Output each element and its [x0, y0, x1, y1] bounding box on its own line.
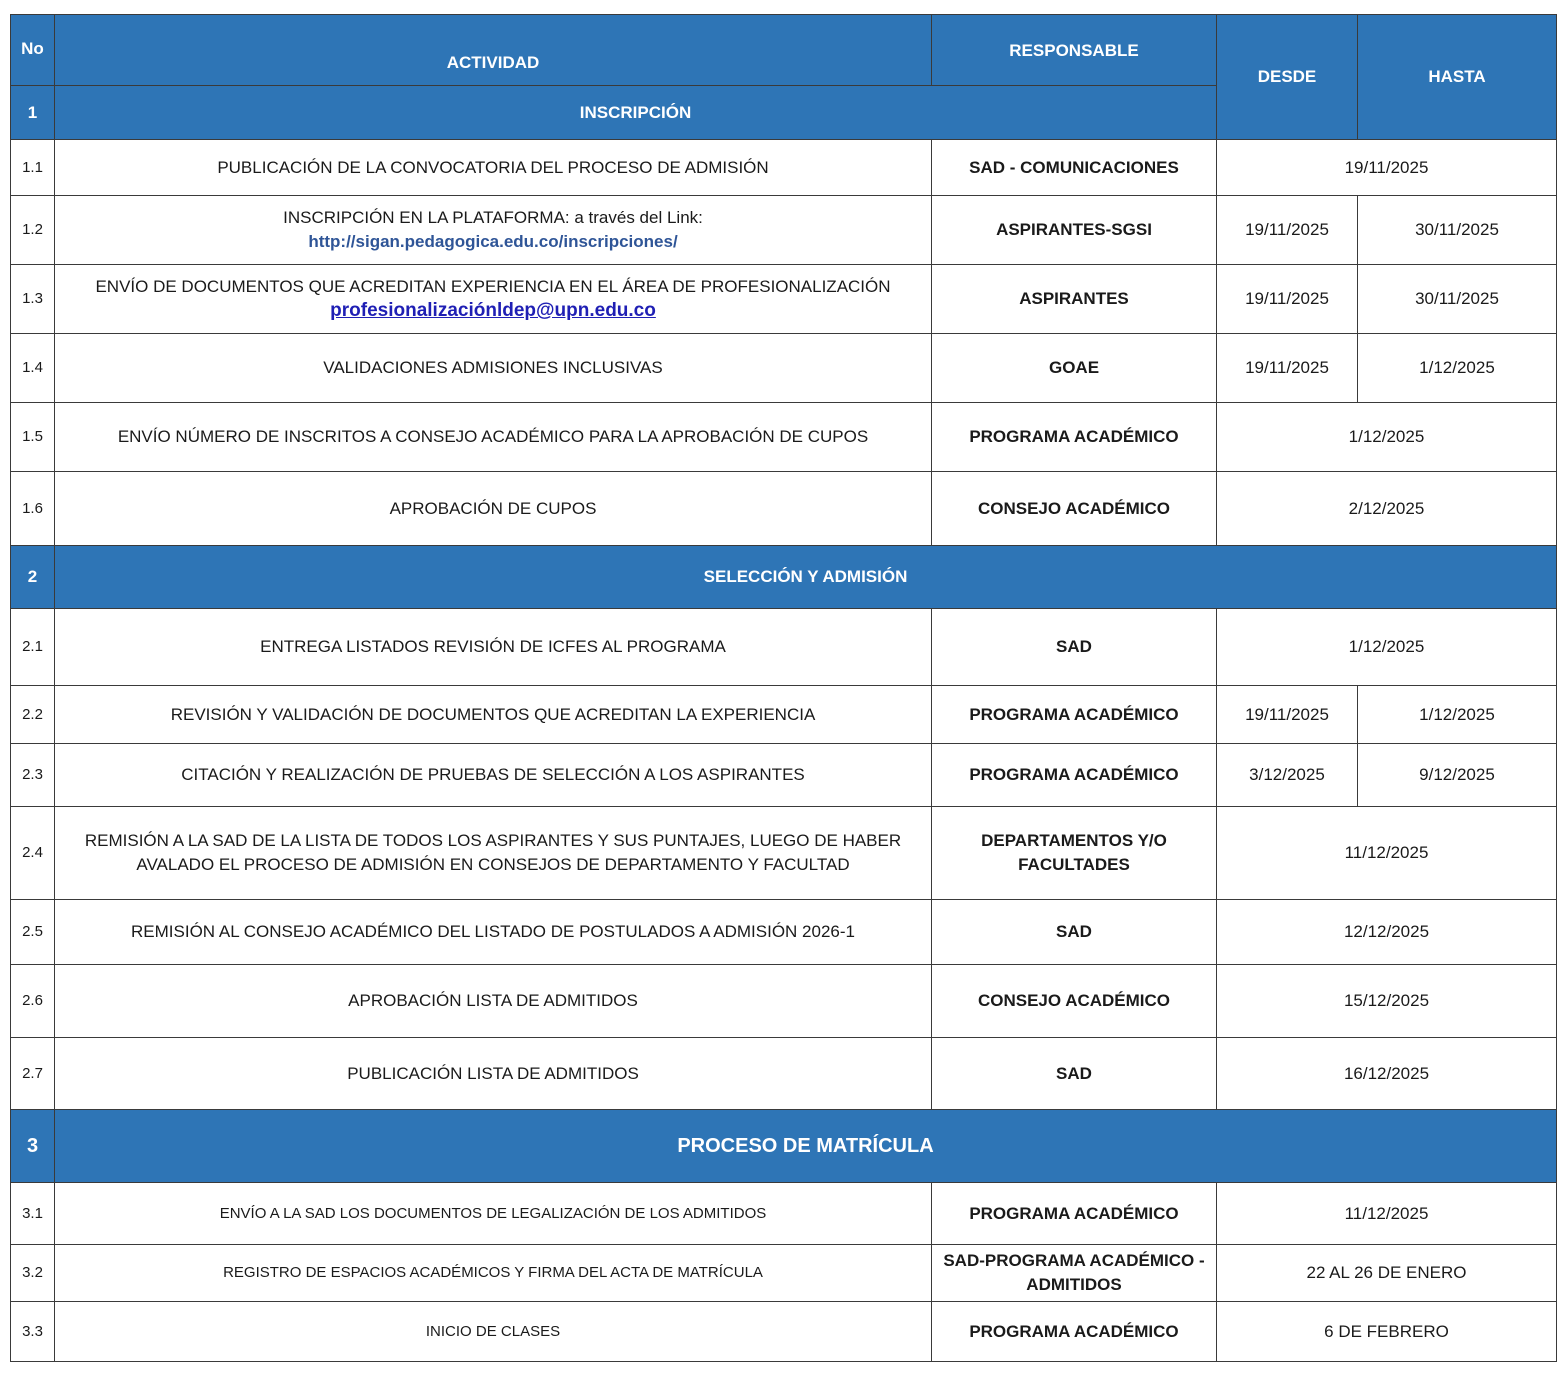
admission-calendar-table [10, 14, 1557, 1362]
table-row [11, 744, 1557, 807]
row-responsible: CONSEJO ACADÉMICO [932, 965, 1217, 1038]
section-title: SELECCIÓN Y ADMISIÓN [55, 546, 1557, 609]
row-activity-line: REMISIÓN A LA SAD DE LA LISTA DE TODOS LOS ASPIRANTES Y SUS PUNTAJES, LUEGO DE HABER [84, 831, 902, 850]
section-title: INSCRIPCIÓN [55, 86, 1217, 140]
row-responsible-line: DEPARTAMENTOS Y/O [981, 831, 1167, 850]
row-activity: REMISIÓN AL CONSEJO ACADÉMICO DEL LISTADO DE POSTULADOS A ADMISIÓN 2026-1 [55, 900, 932, 965]
row-number: 1.6 [11, 472, 55, 546]
row-number: 1.1 [11, 140, 55, 196]
row-activity: PUBLICACIÓN LISTA DE ADMITIDOS [55, 1038, 932, 1110]
row-date-from: 19/11/2025 [1217, 686, 1358, 744]
row-responsible: PROGRAMA ACADÉMICO [932, 744, 1217, 807]
row-activity: APROBACIÓN LISTA DE ADMITIDOS [55, 965, 932, 1038]
row-number: 2.6 [11, 965, 55, 1038]
table-row [11, 807, 1557, 900]
row-number: 2.7 [11, 1038, 55, 1110]
row-date: 6 DE FEBRERO [1217, 1302, 1557, 1362]
row-responsible: SAD - COMUNICACIONES [932, 140, 1217, 196]
table-row [11, 1302, 1557, 1362]
row-activity [55, 807, 932, 900]
row-responsible-line: SAD-PROGRAMA ACADÉMICO - [943, 1251, 1205, 1270]
table-row [11, 1038, 1557, 1110]
email-link[interactable]: profesionalizaciónldep@upn.edu.co [330, 300, 656, 321]
row-responsible [932, 1245, 1217, 1302]
table-row [11, 1183, 1557, 1245]
row-number: 1.4 [11, 334, 55, 403]
row-responsible: ASPIRANTES-SGSI [932, 196, 1217, 265]
row-responsible: PROGRAMA ACADÉMICO [932, 1183, 1217, 1245]
row-number: 2.3 [11, 744, 55, 807]
row-date: 11/12/2025 [1217, 1183, 1557, 1245]
table-row [11, 1245, 1557, 1302]
row-date: 15/12/2025 [1217, 965, 1557, 1038]
row-date-from: 3/12/2025 [1217, 744, 1358, 807]
row-activity: REVISIÓN Y VALIDACIÓN DE DOCUMENTOS QUE ACREDITAN LA EXPERIENCIA [55, 686, 932, 744]
table-row [11, 472, 1557, 546]
row-activity: REGISTRO DE ESPACIOS ACADÉMICOS Y FIRMA DEL ACTA DE MATRÍCULA [55, 1245, 932, 1302]
row-activity [55, 265, 932, 334]
section-header-3 [11, 1110, 1557, 1183]
row-date: 1/12/2025 [1217, 403, 1557, 472]
table-row [11, 334, 1557, 403]
row-date-from: 19/11/2025 [1217, 334, 1358, 403]
row-date: 22 AL 26 DE ENERO [1217, 1245, 1557, 1302]
row-activity-line: AVALADO EL PROCESO DE ADMISIÓN EN CONSEJOS DE DEPARTAMENTO Y FACULTAD [136, 855, 850, 874]
table-row [11, 265, 1557, 334]
row-activity: APROBACIÓN DE CUPOS [55, 472, 932, 546]
section-title: PROCESO DE MATRÍCULA [55, 1110, 1557, 1183]
row-date-from: 19/11/2025 [1217, 196, 1358, 265]
row-activity: VALIDACIONES ADMISIONES INCLUSIVAS [55, 334, 932, 403]
row-number: 2.1 [11, 609, 55, 686]
header-responsable: RESPONSABLE [932, 15, 1217, 86]
row-date-to: 1/12/2025 [1358, 334, 1557, 403]
header-no: No [11, 15, 55, 86]
row-responsible: CONSEJO ACADÉMICO [932, 472, 1217, 546]
row-activity [55, 196, 932, 265]
section-header-2 [11, 546, 1557, 609]
section-number: 2 [11, 546, 55, 609]
row-activity-text: ENVÍO DE DOCUMENTOS QUE ACREDITAN EXPERIENCIA EN EL ÁREA DE PROFESIONALIZACIÓN [95, 277, 891, 296]
row-responsible: SAD [932, 1038, 1217, 1110]
table-row [11, 140, 1557, 196]
row-responsible: SAD [932, 900, 1217, 965]
row-responsible: PROGRAMA ACADÉMICO [932, 403, 1217, 472]
row-activity: PUBLICACIÓN DE LA CONVOCATORIA DEL PROCESO DE ADMISIÓN [55, 140, 932, 196]
row-date: 16/12/2025 [1217, 1038, 1557, 1110]
row-number: 3.1 [11, 1183, 55, 1245]
row-date: 12/12/2025 [1217, 900, 1557, 965]
header-hasta: HASTA [1358, 15, 1557, 140]
row-number: 3.2 [11, 1245, 55, 1302]
row-number: 2.5 [11, 900, 55, 965]
inscription-link[interactable]: http://sigan.pedagogica.edu.co/inscripciones/ [308, 232, 678, 251]
row-date-to: 30/11/2025 [1358, 196, 1557, 265]
table-row [11, 900, 1557, 965]
row-responsible-line: FACULTADES [1018, 855, 1130, 874]
row-date: 11/12/2025 [1217, 807, 1557, 900]
row-activity: ENVÍO NÚMERO DE INSCRITOS A CONSEJO ACADÉMICO PARA LA APROBACIÓN DE CUPOS [55, 403, 932, 472]
row-activity-text: INSCRIPCIÓN EN LA PLATAFORMA: a través del Link: [283, 208, 703, 227]
row-activity: ENVÍO A LA SAD LOS DOCUMENTOS DE LEGALIZACIÓN DE LOS ADMITIDOS [55, 1183, 932, 1245]
header-row [11, 15, 1557, 86]
section-number: 3 [11, 1110, 55, 1183]
row-responsible: GOAE [932, 334, 1217, 403]
row-date-to: 9/12/2025 [1358, 744, 1557, 807]
row-responsible: PROGRAMA ACADÉMICO [932, 1302, 1217, 1362]
header-actividad: ACTIVIDAD [55, 15, 932, 86]
row-responsible [932, 807, 1217, 900]
row-activity: ENTREGA LISTADOS REVISIÓN DE ICFES AL PROGRAMA [55, 609, 932, 686]
row-responsible: SAD [932, 609, 1217, 686]
section-number: 1 [11, 86, 55, 140]
row-number: 1.3 [11, 265, 55, 334]
row-number: 3.3 [11, 1302, 55, 1362]
row-date: 19/11/2025 [1217, 140, 1557, 196]
row-date-from: 19/11/2025 [1217, 265, 1358, 334]
row-responsible: ASPIRANTES [932, 265, 1217, 334]
row-activity: CITACIÓN Y REALIZACIÓN DE PRUEBAS DE SELECCIÓN A LOS ASPIRANTES [55, 744, 932, 807]
row-activity: INICIO DE CLASES [55, 1302, 932, 1362]
row-responsible-line: ADMITIDOS [1026, 1275, 1122, 1294]
row-responsible: PROGRAMA ACADÉMICO [932, 686, 1217, 744]
row-date-to: 30/11/2025 [1358, 265, 1557, 334]
row-number: 1.2 [11, 196, 55, 265]
row-date: 1/12/2025 [1217, 609, 1557, 686]
table-row [11, 686, 1557, 744]
row-date: 2/12/2025 [1217, 472, 1557, 546]
row-number: 2.2 [11, 686, 55, 744]
table-row [11, 965, 1557, 1038]
row-date-to: 1/12/2025 [1358, 686, 1557, 744]
row-number: 1.5 [11, 403, 55, 472]
table-row [11, 609, 1557, 686]
table-row [11, 403, 1557, 472]
table-row [11, 196, 1557, 265]
row-number: 2.4 [11, 807, 55, 900]
header-desde: DESDE [1217, 15, 1358, 140]
